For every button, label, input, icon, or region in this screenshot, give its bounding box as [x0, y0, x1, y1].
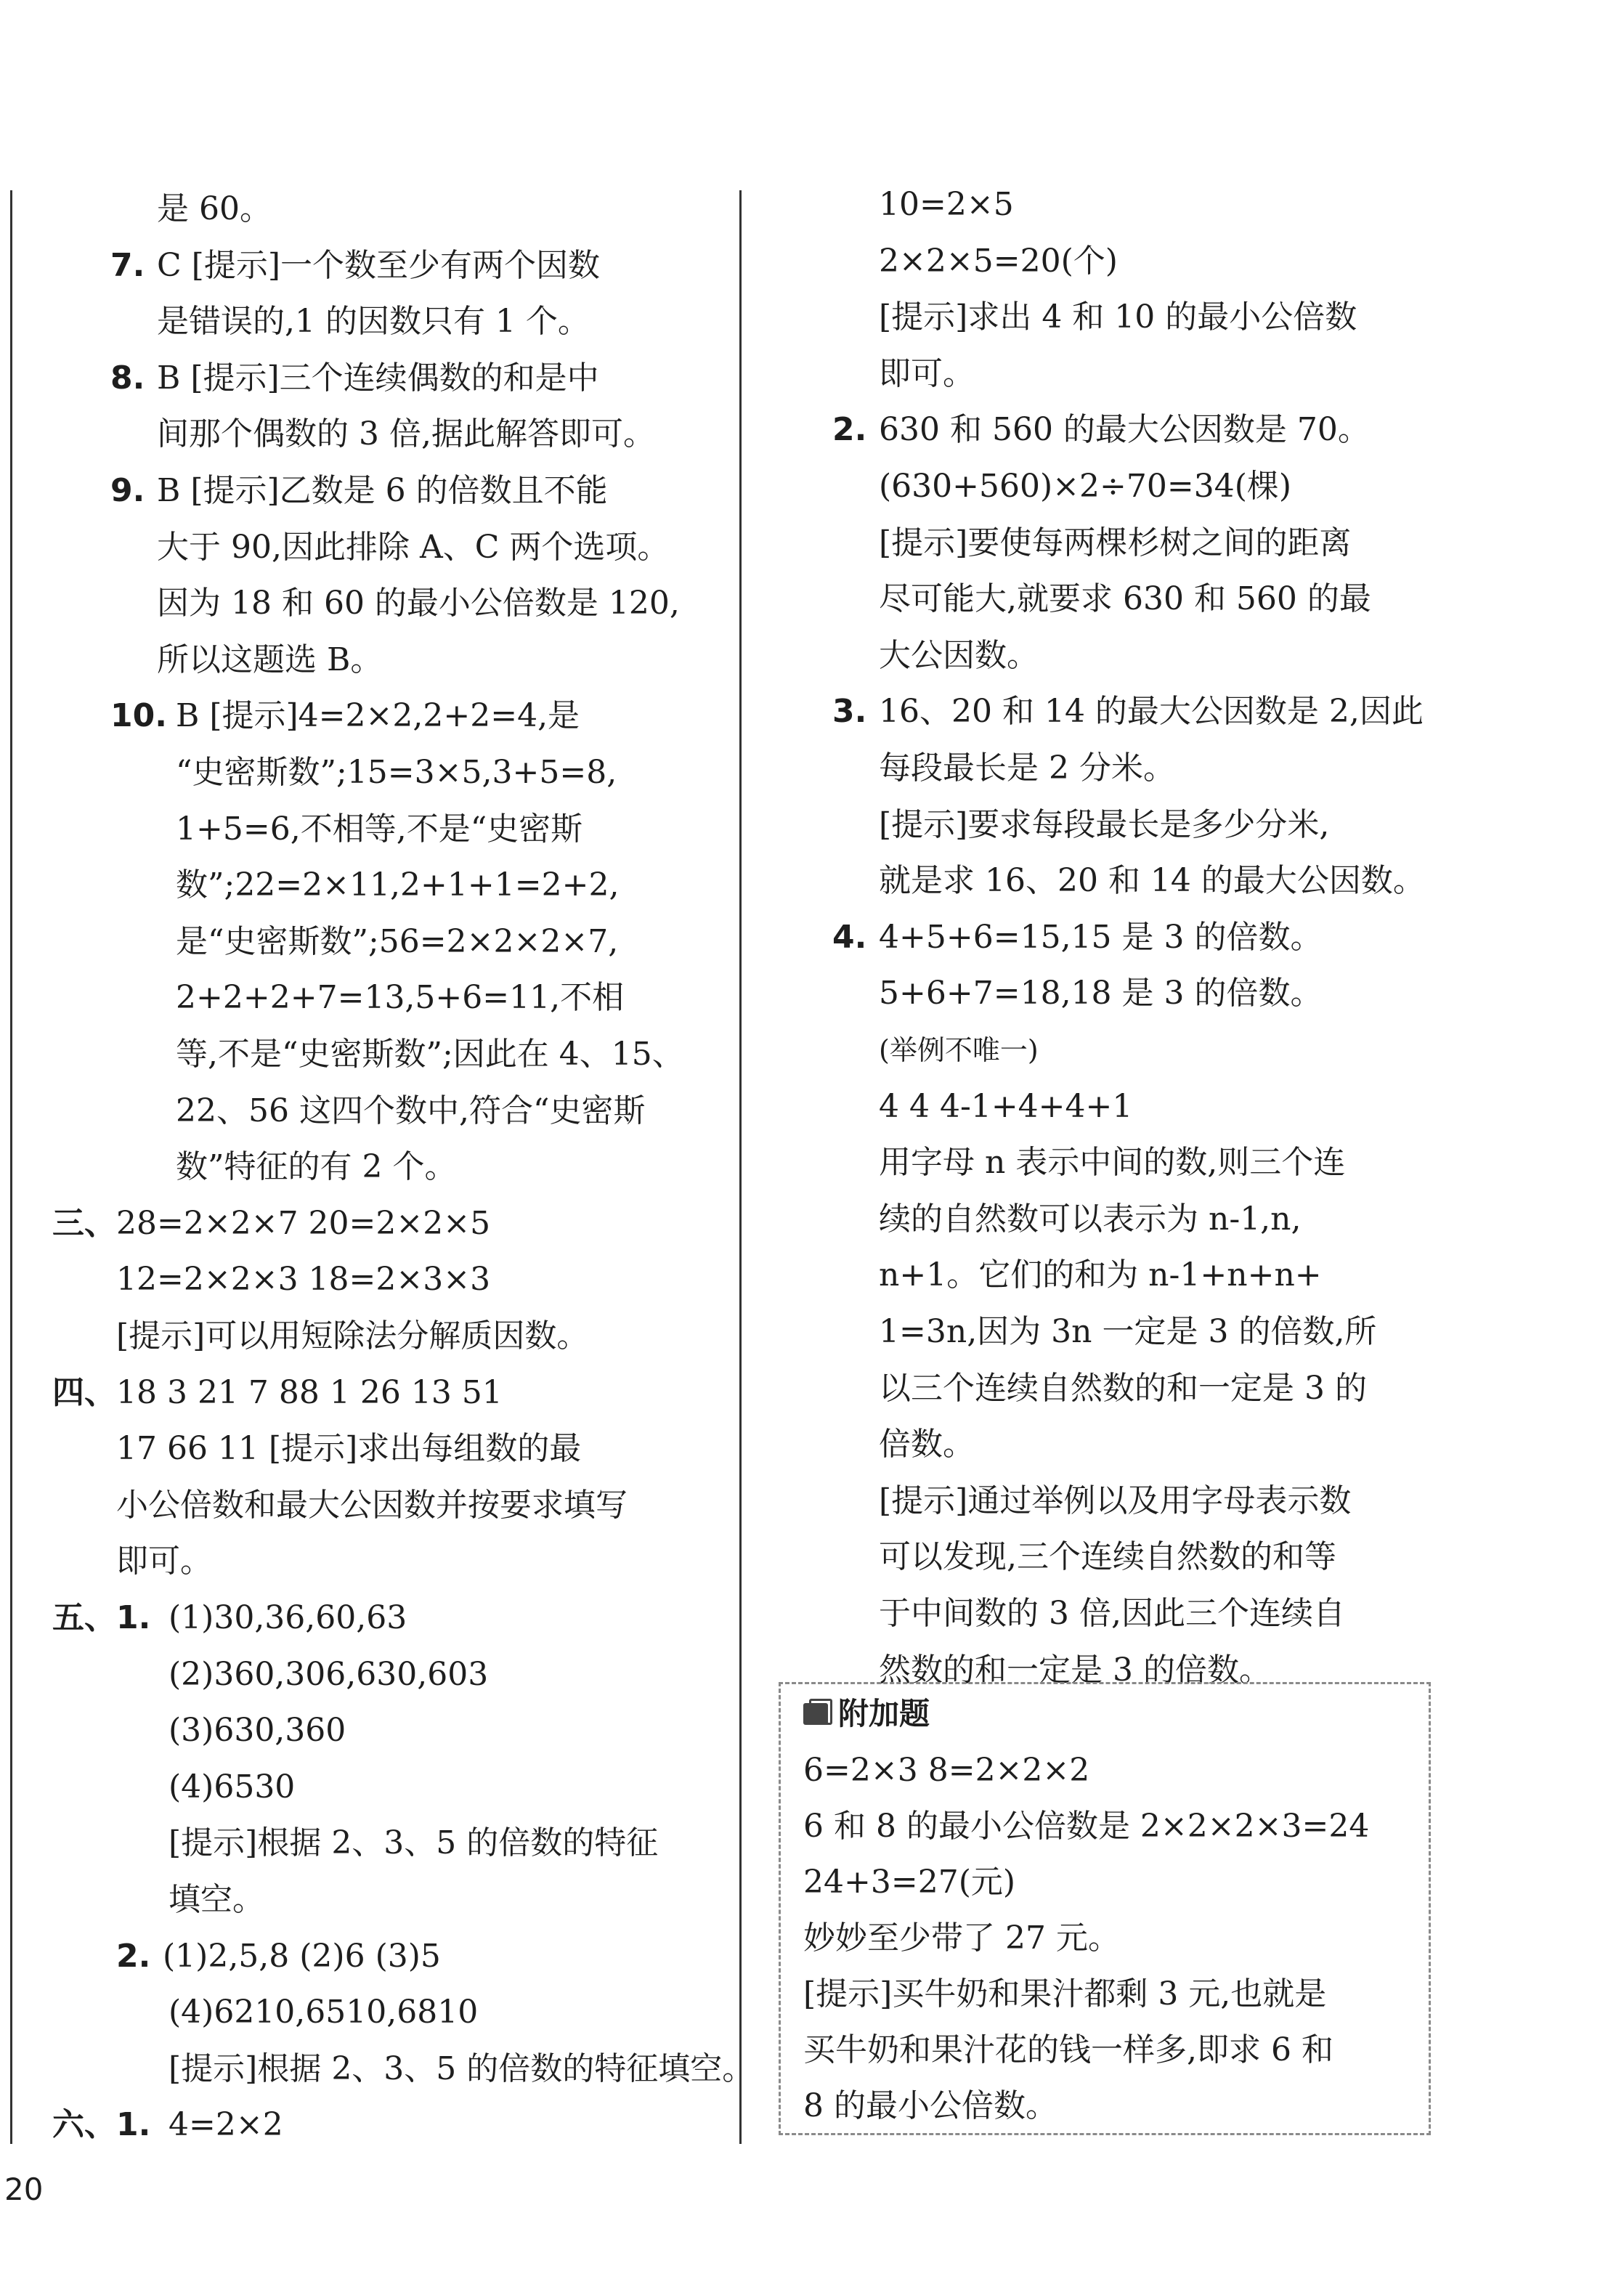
answer-line: 倍数。: [879, 1426, 975, 1463]
answer-line: 尽可能大,就要求 630 和 560 的最: [879, 580, 1371, 618]
answer-line: 5+6+7=18,18 是 3 的倍数。: [879, 975, 1323, 1012]
answer-line: 10=2×5: [879, 186, 1014, 223]
answer-line: B [提示]4=2×2,2+2=4,是: [176, 697, 580, 735]
item-number: 四、: [52, 1373, 116, 1411]
answer-line: (1)30,36,60,63: [169, 1599, 407, 1636]
answer-line: 630 和 560 的最大公因数是 70。: [879, 411, 1370, 449]
answer-line: 4+5+6=15,15 是 3 的倍数。: [879, 918, 1323, 956]
item-number: 7.: [110, 246, 145, 284]
answer-line: 1+5=6,不相等,不是“史密斯: [176, 810, 583, 848]
answer-line: 12=2×2×3 18=2×3×3: [116, 1261, 491, 1299]
item-number: 4.: [832, 918, 867, 956]
answer-line: 18 3 21 7 88 1 26 13 51: [116, 1373, 503, 1411]
answer-line: [提示]可以用短除法分解质因数。: [116, 1317, 589, 1354]
item-number: 9.: [110, 472, 145, 509]
extra-line: 6 和 8 的最小公倍数是 2×2×2×3=24: [803, 1808, 1370, 1845]
answer-line: C [提示]一个数至少有两个因数: [157, 246, 600, 284]
answer-line: [提示]通过举例以及用字母表示数: [879, 1482, 1352, 1519]
item-number: 2.: [832, 411, 867, 449]
answer-line: 然数的和一定是 3 的倍数。: [879, 1651, 1271, 1689]
item-number: 2.: [116, 1937, 151, 1975]
answer-line: [提示]根据 2、3、5 的倍数的特征填空。: [169, 2050, 755, 2087]
answer-line: 小公倍数和最大公因数并按要求填写: [116, 1486, 628, 1524]
answer-line: “史密斯数”;15=3×5,3+5=8,: [176, 754, 617, 791]
extra-line: 8 的最小公倍数。: [803, 2087, 1057, 2124]
item-number: 三、: [52, 1204, 116, 1242]
answer-line: 1=3n,因为 3n 一定是 3 的倍数,所: [879, 1313, 1377, 1350]
item-number: 五、1.: [52, 1599, 151, 1636]
answer-line: (4)6530: [169, 1768, 296, 1805]
extra-line: [提示]买牛奶和果汁都剩 3 元,也就是: [803, 1975, 1327, 2012]
answer-line: 因为 18 和 60 的最小公倍数是 120,: [157, 585, 680, 622]
answer-line: 每段最长是 2 分米。: [879, 750, 1175, 787]
answer-line: 17 66 11 [提示]求出每组数的最: [116, 1430, 582, 1468]
answer-line: 4=2×2: [169, 2106, 283, 2144]
item-number: 8.: [110, 359, 145, 397]
answer-line: 用字母 n 表示中间的数,则三个连: [879, 1144, 1346, 1182]
item-number: 3.: [832, 693, 867, 731]
answer-line: 大公因数。: [879, 636, 1039, 674]
answer-line: 是“史密斯数”;56=2×2×2×7,: [176, 922, 619, 960]
answer-line: (3)630,360: [169, 1712, 346, 1750]
answer-line: n+1。它们的和为 n-1+n+n+: [879, 1256, 1322, 1294]
answer-line: (4)6210,6510,6810: [169, 1994, 479, 2031]
extra-line: 买牛奶和果汁花的钱一样多,即求 6 和: [803, 2031, 1333, 2068]
answer-line: B [提示]乙数是 6 的倍数且不能: [157, 472, 608, 509]
extra-line: 24+3=27(元): [803, 1864, 1016, 1901]
extra-line: 6=2×3 8=2×2×2: [803, 1752, 1090, 1789]
page-number: 20: [4, 2172, 44, 2207]
column-divider: [739, 190, 742, 2144]
answer-line: 是 60。: [157, 190, 272, 227]
answer-line: 2+2+2+7=13,5+6=11,不相: [176, 979, 625, 1017]
answer-line: 即可。: [879, 354, 975, 392]
answer-line: 间那个偶数的 3 倍,据此解答即可。: [157, 415, 655, 453]
answer-line: 4 4 4-1+4+4+1: [879, 1087, 1133, 1125]
answer-line: 可以发现,三个连续自然数的和等: [879, 1538, 1336, 1576]
extra-question-icon: [803, 1703, 828, 1725]
answer-line: 数”特征的有 2 个。: [176, 1148, 457, 1186]
answer-line: B [提示]三个连续偶数的和是中: [157, 359, 599, 397]
answer-line: 28=2×2×7 20=2×2×5: [116, 1204, 491, 1242]
answer-line: (1)2,5,8 (2)6 (3)5: [163, 1937, 441, 1975]
answer-line: 2×2×5=20(个): [879, 242, 1118, 280]
answer-line: [提示]根据 2、3、5 的倍数的特征: [169, 1824, 659, 1862]
answer-line: [提示]求出 4 和 10 的最小公倍数: [879, 298, 1357, 336]
answer-line: [提示]要使每两棵杉树之间的距离: [879, 524, 1352, 561]
answer-line: 以三个连续自然数的和一定是 3 的: [879, 1369, 1367, 1407]
answer-line: 数”;22=2×11,2+1+1=2+2,: [176, 866, 620, 904]
left-margin-rule: [10, 190, 12, 2144]
answer-line: 就是求 16、20 和 14 的最大公因数。: [879, 862, 1425, 900]
answer-line: [提示]要求每段最长是多少分米,: [879, 805, 1330, 843]
answer-line: 填空。: [169, 1881, 264, 1918]
answer-line: 22、56 这四个数中,符合“史密斯: [176, 1092, 646, 1129]
answer-line: 16、20 和 14 的最大公因数是 2,因此: [879, 693, 1424, 731]
answer-line: 所以这题选 B。: [157, 641, 383, 678]
answer-line: (2)360,306,630,603: [169, 1655, 489, 1693]
answer-line: 即可。: [116, 1543, 212, 1580]
answer-line: 等,不是“史密斯数”;因此在 4、15、: [176, 1036, 684, 1073]
answer-line: 大于 90,因此排除 A、C 两个选项。: [157, 528, 670, 566]
answer-line: 是错误的,1 的因数只有 1 个。: [157, 303, 590, 341]
extra-line: 妙妙至少带了 27 元。: [803, 1920, 1120, 1957]
answer-line: (630+560)×2÷70=34(棵): [879, 468, 1292, 505]
item-number: 10.: [110, 697, 167, 735]
answer-line: (举例不唯一): [879, 1034, 1039, 1066]
answer-line: 于中间数的 3 倍,因此三个连续自: [879, 1595, 1345, 1632]
answer-line: 续的自然数可以表示为 n-1,n,: [879, 1200, 1302, 1238]
extra-question-title: 附加题: [838, 1696, 930, 1731]
item-number: 六、1.: [52, 2106, 151, 2144]
